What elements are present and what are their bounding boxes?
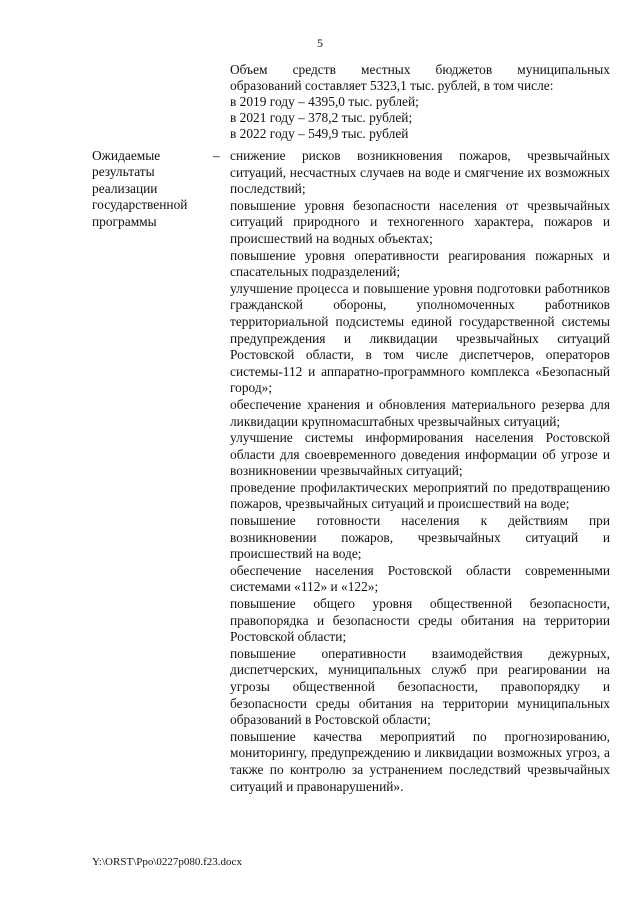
budget-line-1: Объем средств местных бюджетов муниципальных bbox=[230, 62, 610, 77]
result-item-7: проведение профилактических мероприятий по предотвращению пожаров, чрезвычайных ситуаций и происшествий на воде; bbox=[230, 479, 610, 512]
result-item-9: обеспечение населения Ростовской области современными системами «112» и «122»; bbox=[230, 562, 610, 595]
budget-line-2: образований составляет 5323,1 тыс. рублей, в том числе: bbox=[230, 78, 554, 93]
file-path-footer: Y:\ORST\Ppo\0227p080.f23.docx bbox=[92, 856, 242, 868]
section-label: Ожидаемые результаты реализации государственной программы bbox=[92, 148, 188, 229]
budget-block bbox=[230, 62, 610, 142]
result-item-8: повышение готовности населения к действиям при возникновении пожаров, чрезвычайных ситуаций и происшествий на воде; bbox=[230, 513, 610, 562]
result-item-5: обеспечение хранения и обновления материального резерва для ликвидации крупномасштабных чрезвычайных ситуаций; bbox=[230, 396, 610, 429]
section-dash: – bbox=[213, 148, 220, 163]
result-item-6: улучшение системы информирования населения Ростовской области для своевременного доведения информации об угрозе и возникновении чрезвычайных ситуаций; bbox=[230, 430, 610, 479]
budget-line-5: в 2022 году – 549,9 тыс. рублей bbox=[230, 126, 409, 141]
result-item-1: снижение рисков возникновения пожаров, чрезвычайных ситуаций, несчастных случаев на воде и смягчение их возможных последствий; bbox=[230, 148, 610, 197]
result-item-11: повышение оперативности взаимодействия дежурных, диспетчерских, муниципальных служб при реагировании на угрозы общественной безопасности, правопорядку и безопасности среды обитания на территории муниципальных образований в Ростовской области; bbox=[230, 645, 610, 728]
result-item-3: повышение уровня оперативности реагирования пожарных и спасательных подразделений; bbox=[230, 247, 610, 280]
budget-line-4: в 2021 году – 378,2 тыс. рублей; bbox=[230, 110, 413, 125]
result-item-4: улучшение процесса и повышение уровня подготовки работников гражданской обороны, уполномоченных работников территориальной подсистемы единой государственной системы предупреждения и ликвидации чрезвычайных ситуаций Ростовской области, в том числе диспетчеров, операторов системы-112 и аппаратно-программного комплекса «Безопасный город»; bbox=[230, 280, 610, 396]
budget-line-3: в 2019 году – 4395,0 тыс. рублей; bbox=[230, 94, 419, 109]
expected-results-list bbox=[230, 148, 610, 795]
result-item-10: повышение общего уровня общественной безопасности, правопорядка и безопасности среды обитания на территории Ростовской области; bbox=[230, 596, 610, 645]
result-item-2: повышение уровня безопасности населения от чрезвычайных ситуаций природного и техногенного характера, пожаров и происшествий на водных объектах; bbox=[230, 197, 610, 246]
result-item-12: повышение качества мероприятий по прогнозированию, мониторингу, предупреждению и ликвидации возможных угроз, а также по контролю за устранением последствий чрезвычайных ситуаций и правонарушений». bbox=[230, 728, 610, 794]
page-number: 5 bbox=[317, 36, 323, 50]
